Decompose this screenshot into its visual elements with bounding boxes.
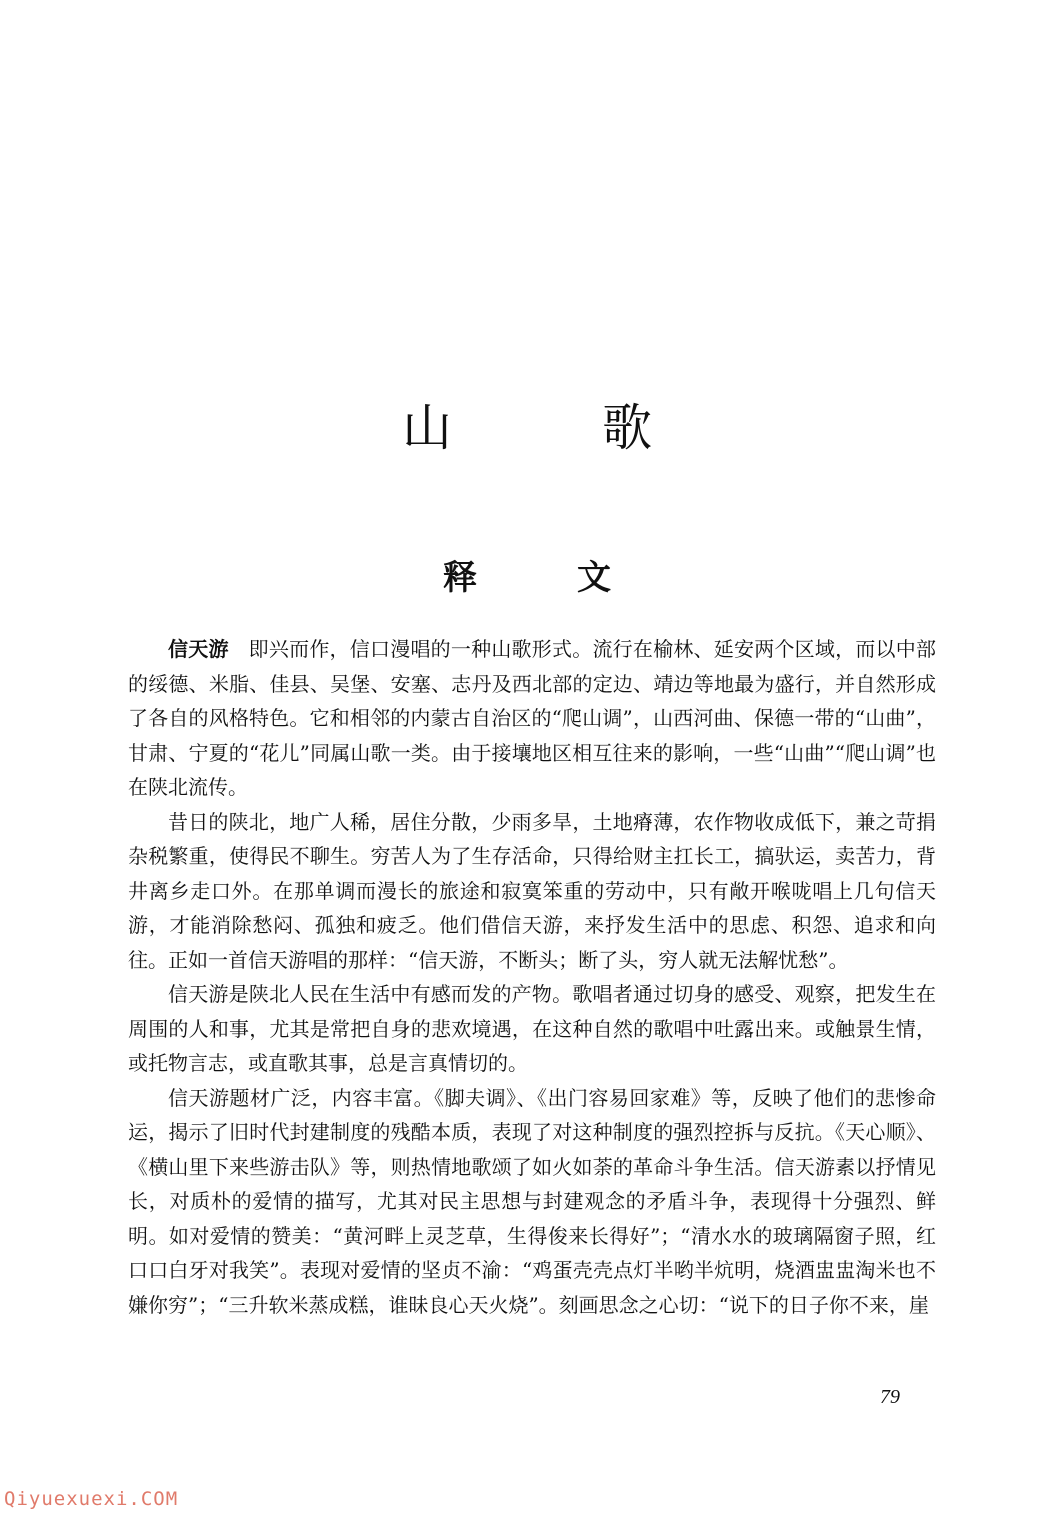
paragraph-1-text: 即兴而作，信口漫唱的一种山歌形式。流行在榆林、延安两个区域，而以中部的绥德、米脂、佳县、吴堡、安塞、志丹及西北部的定边、靖边等地最为盛行，并自然形成了各自的风格特色。它和相邻的内蒙古自治区的“爬山调”，山西河曲、保德一带的“山曲”，甘肃、宁夏的“花儿”同属山歌一类。由于接壤地区相互往来的影响，一些“山曲”“爬山调”也在陕北流传。 — [128, 637, 937, 799]
body-text — [128, 632, 936, 1322]
paragraph-4: 信天游题材广泛，内容丰富。《脚夫调》、《出门容易回家难》等，反映了他们的悲惨命运，揭示了旧时代封建制度的残酷本质，表现了对这种制度的强烈控拆与反抗。《天心顺》、《横山里下来些游击队》等，则热情地歌颂了如火如荼的革命斗争生活。信天游素以抒情见长，对质朴的爱情的描写，尤其对民主思想与封建观念的矛盾斗争，表现得十分强烈、鲜明。如对爱情的赞美：“黄河畔上灵芝草，生得俊来长得好”；“清水水的玻璃隔窗子照，红口口白牙对我笑”。表现对爱情的坚贞不渝：“鸡蛋壳壳点灯半哟半炕明，烧酒盅盅淘米也不嫌你穷”；“三升软米蒸成糕，谁昧良心天火烧”。刻画思念之心切：“说下的日子你不来，崖 — [128, 1085, 936, 1317]
paragraph-1 — [128, 632, 936, 805]
chapter-title-char-1: 山 — [402, 399, 452, 457]
section-title — [0, 556, 1054, 600]
watermark: Qiyuexuexi.COM — [4, 1488, 179, 1510]
section-title-char-1: 释 — [443, 558, 477, 598]
chapter-title — [0, 398, 1054, 458]
chapter-title-char-2: 歌 — [602, 399, 652, 457]
paragraph-2: 昔日的陕北，地广人稀，居住分散，少雨多旱，土地瘠薄，农作物收成低下，兼之苛捐杂税繁重，使得民不聊生。穷苦人为了生存活命，只得给财主扛长工，搞驮运，卖苦力，背井离乡走口外。在那单调而漫长的旅途和寂寞笨重的劳动中，只有敞开喉咙唱上几句信天游，才能消除愁闷、孤独和疲乏。他们借信天游，来抒发生活中的思虑、积怨、追求和向往。正如一首信天游唱的那样：“信天游，不断头；断了头，穷人就无法解忧愁”。 — [128, 809, 936, 972]
paragraph-3: 信天游是陕北人民在生活中有感而发的产物。歌唱者通过切身的感受、观察，把发生在周围的人和事，尤其是常把自身的悲欢境遇，在这种自然的歌唱中吐露出来。或触景生情，或托物言志，或直歌其事，总是言真情切的。 — [128, 982, 936, 1075]
section-title-char-2: 文 — [577, 558, 611, 598]
page-number: 79 — [880, 1386, 900, 1408]
term-xintianyou: 信天游 — [168, 637, 229, 661]
